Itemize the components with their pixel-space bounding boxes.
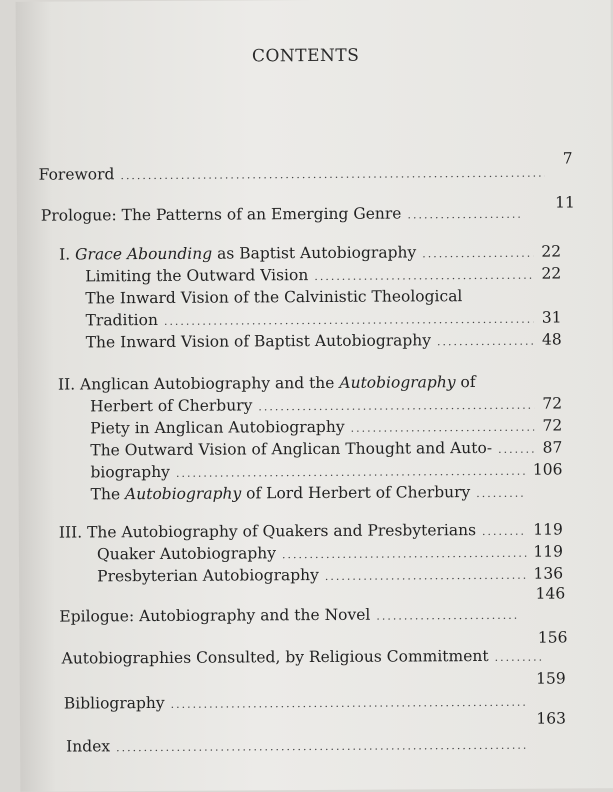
dot-leader [495, 648, 544, 668]
dot-leader [176, 462, 527, 484]
toc-entry [85, 307, 561, 332]
toc-entry [91, 482, 531, 507]
toc-entry-text: Foreword [39, 164, 115, 184]
toc-entry-page: 22 [539, 241, 561, 261]
toc-entry [90, 415, 562, 440]
toc-entry-text: II. Anglican Autobiography and the Autobiography of [58, 372, 476, 395]
toc-entry-page: 119 [533, 541, 563, 561]
dot-leader [171, 693, 526, 715]
dot-leader [482, 522, 527, 542]
toc-entry-page: 11 [535, 192, 575, 212]
toc-entry [97, 541, 563, 566]
dot-leader [407, 205, 521, 226]
dot-leader [325, 566, 528, 587]
toc-entry-text: Autobiographies Consulted, by Religious Commitment [62, 646, 489, 669]
toc-entry-text: Bibliography [64, 693, 165, 714]
dot-leader [437, 332, 534, 353]
toc-entry-autobiographies-consulted [62, 646, 550, 671]
dot-leader [376, 606, 519, 627]
toc-entry-bibliography [64, 691, 532, 716]
toc-entry-text: The Outward Vision of Anglican Thought and Auto- [90, 438, 492, 460]
toc-entry-text: Limiting the Outward Vision [85, 265, 308, 286]
toc-entry-page: 159 [526, 668, 566, 688]
toc-entry-chapter-3 [59, 519, 563, 544]
toc-entry-page: 72 [540, 393, 562, 413]
toc-entry-text: Herbert of Cherbury [90, 395, 252, 416]
toc-entry-page: 48 [540, 329, 562, 349]
toc-entry [90, 459, 562, 484]
toc-entry-text: Piety in Anglican Autobiography [90, 417, 344, 439]
toc-entry-page: 156 [527, 627, 567, 647]
toc-entry-epilogue [59, 604, 525, 629]
dot-leader [116, 736, 528, 759]
toc-entry-page: 31 [539, 307, 561, 327]
toc-entry-page: 87 [540, 437, 562, 457]
toc-entry-text: Presbyterian Autobiography [97, 565, 319, 586]
toc-entry-text: The Autobiography of Lord Herbert of Cherbury [91, 482, 471, 504]
toc-entry-text: Epilogue: Autobiography and the Novel [59, 605, 370, 627]
toc-entry-index [66, 734, 534, 759]
toc-entry-text: The Inward Vision of the Calvinistic Theological [85, 286, 462, 308]
toc-entry [86, 329, 562, 354]
toc-entry [90, 437, 562, 462]
toc-entry-page: 163 [526, 708, 566, 728]
dot-leader [498, 440, 534, 460]
toc-entry-text: I. Grace Abounding as Baptist Autobiography [59, 242, 416, 264]
dot-leader [164, 310, 534, 332]
toc-entry-text: biography [90, 462, 170, 482]
toc-entry [97, 563, 563, 588]
dot-leader [422, 244, 533, 265]
book-page [16, 0, 613, 792]
toc-entry [85, 285, 561, 308]
toc-entry-page: 136 [533, 563, 563, 583]
toc-entry-text: III. The Autobiography of Quakers and Presbyterians [59, 520, 476, 543]
toc-entry-prologue [41, 203, 527, 228]
toc-entry [85, 263, 561, 288]
toc-entry-foreword [39, 161, 573, 186]
toc-entry-page: 22 [539, 263, 561, 283]
dot-leader [476, 484, 524, 504]
toc-entry-page: 72 [540, 415, 562, 435]
toc-entry-text: Tradition [85, 310, 157, 330]
toc-entry-text: Index [66, 736, 110, 756]
toc-entry-text: Prologue: The Patterns of an Emerging Genre [41, 203, 402, 225]
toc-entry-chapter-1 [59, 241, 561, 266]
toc-entry-text: Quaker Autobiography [97, 543, 276, 564]
dot-leader [314, 266, 533, 287]
page-title: CONTENTS [252, 46, 360, 67]
dot-leader [120, 164, 544, 187]
dot-leader [351, 418, 535, 439]
dot-leader [258, 396, 534, 418]
toc-entry [90, 393, 562, 418]
dot-leader [282, 544, 528, 565]
toc-entry-page: 7 [532, 148, 572, 168]
toc-entry-text: The Inward Vision of Baptist Autobiography [86, 330, 431, 352]
toc-entry-page: 106 [533, 459, 563, 479]
toc-entry-page: 146 [525, 583, 565, 603]
toc-entry-chapter-2 [58, 371, 562, 394]
toc-entry-page: 119 [533, 519, 563, 539]
